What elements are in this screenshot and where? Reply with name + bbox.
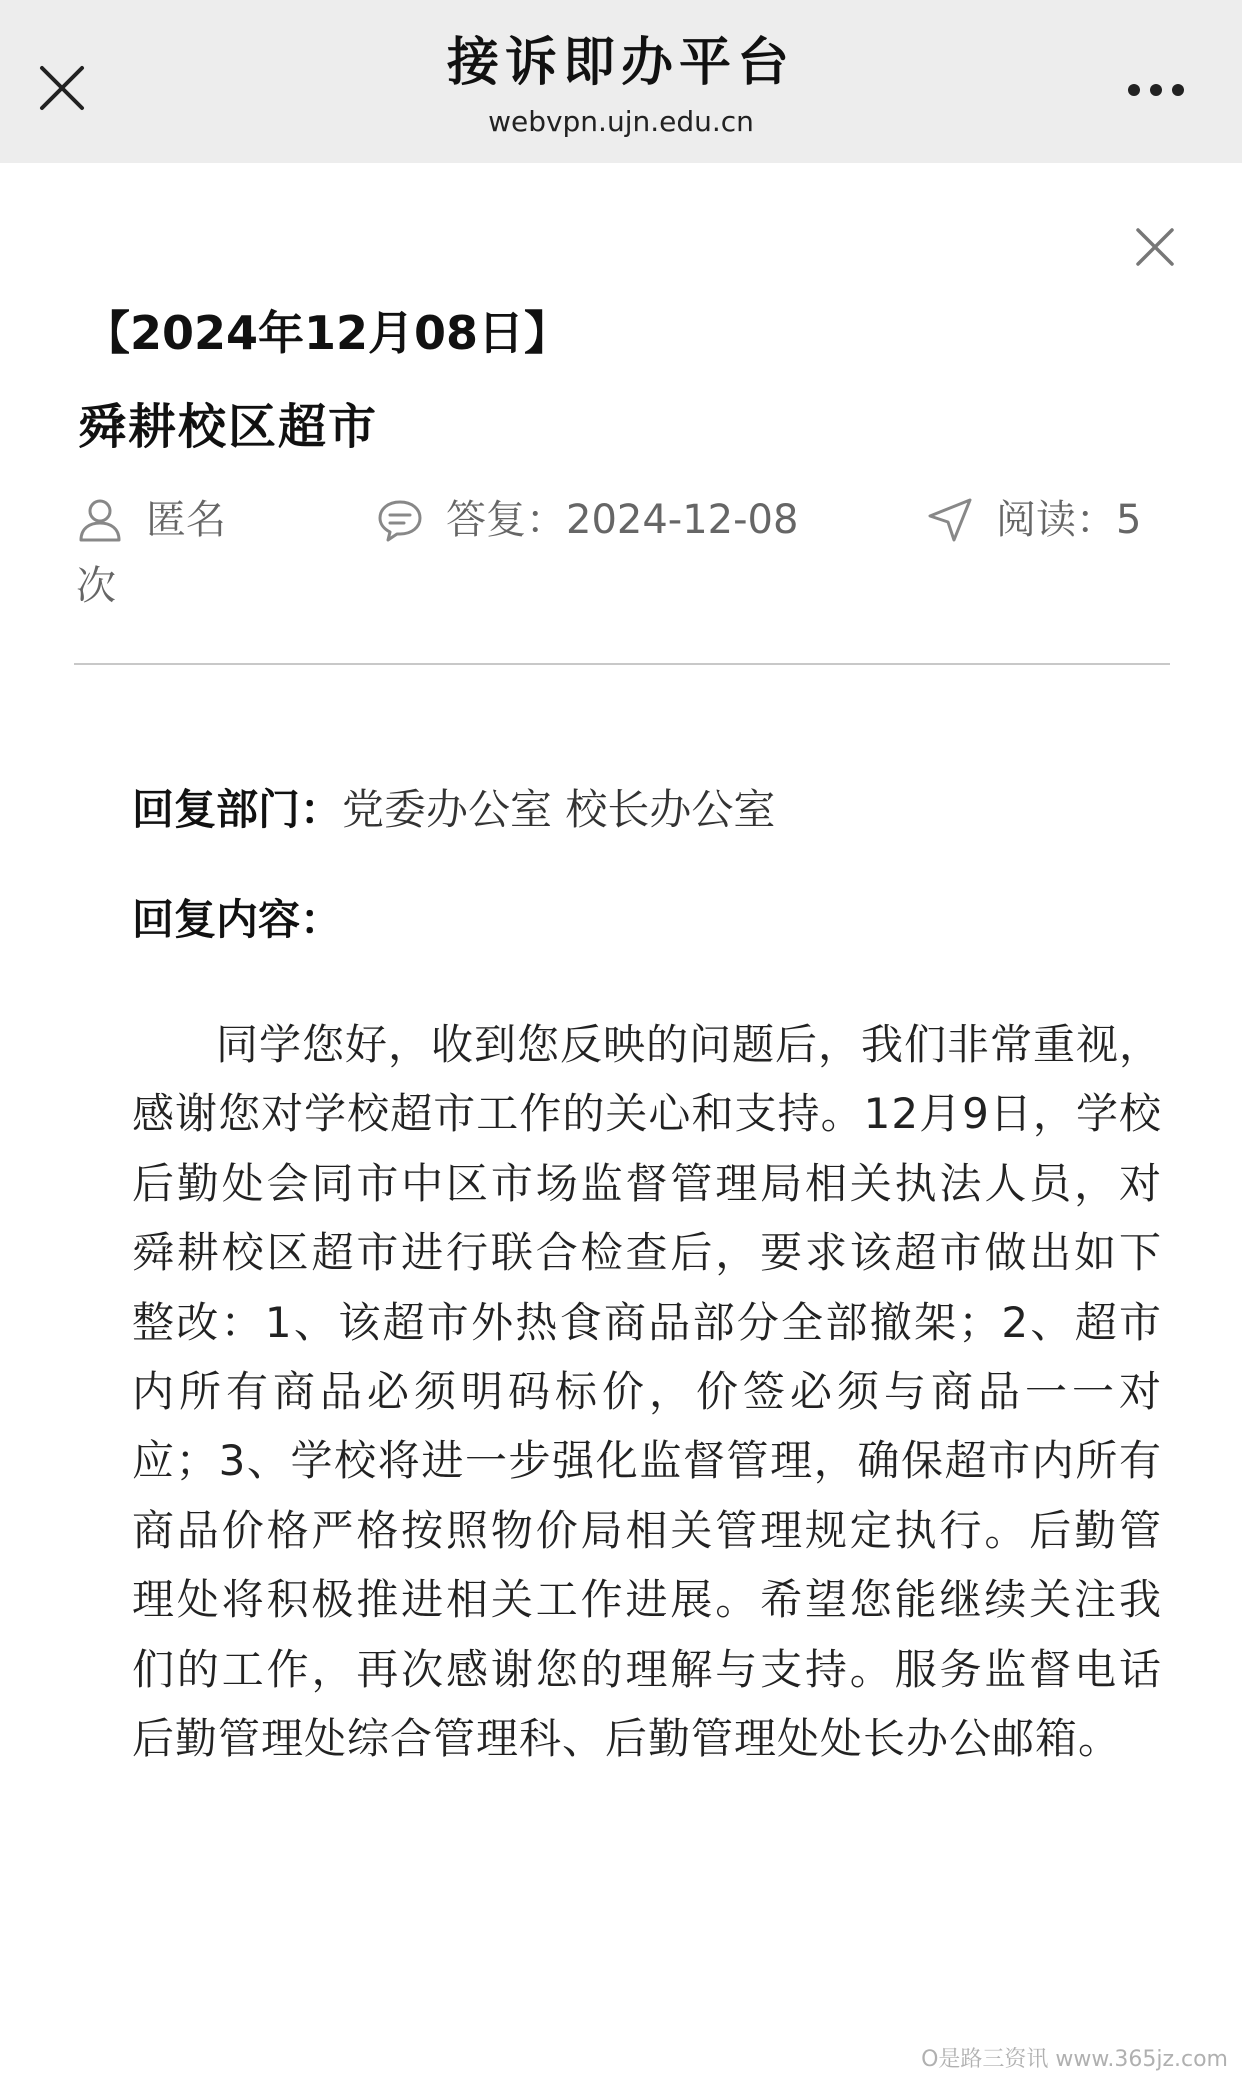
divider	[74, 663, 1170, 665]
reply-content	[132, 1010, 1162, 1773]
watermark: O是路三资讯 www.365jz.com	[921, 2047, 1228, 2072]
meta-row	[76, 488, 1176, 618]
department-value: 党委办公室 校长办公室	[342, 785, 776, 834]
navigation-arrow-icon	[926, 496, 974, 544]
top-navigation-bar	[0, 0, 1242, 163]
meta-read-count	[926, 488, 1141, 552]
page-url: webvpn.ujn.edu.cn	[488, 105, 754, 138]
chat-bubble-icon	[376, 496, 424, 544]
department-label: 回复部门：	[132, 785, 343, 834]
content-close-icon[interactable]	[1134, 226, 1176, 268]
reply-date: 答复：2024-12-08	[446, 497, 799, 543]
date-heading: 【2024年12月08日】	[84, 306, 571, 360]
user-icon	[76, 496, 124, 544]
read-count: 阅读：5	[996, 497, 1142, 543]
read-count-unit: 次	[76, 563, 116, 609]
meta-author	[76, 488, 226, 552]
reply-department	[132, 775, 775, 845]
article-title: 舜耕校区超市	[78, 399, 379, 455]
content-label: 回复内容：	[132, 895, 343, 944]
author-name: 匿名	[146, 497, 226, 543]
page-title: 接诉即办平台	[446, 33, 795, 93]
reply-paragraph: 同学您好，收到您反映的问题后，我们非常重视，感谢您对学校超市工作的关心和支持。12月9日，学校后勤处会同市中区市场监督管理局相关执法人员，对舜耕校区超市进行联合检查后，要求该超市做出如下整改：1、该超市外热食商品部分全部撤架；2、超市内所有商品必须明码标价，价签必须与商品一一对应；3、学校将进一步强化监督管理，确保超市内所有商品价格严格按照物价局相关管理规定执行。后勤管理处将积极推进相关工作进展。希望您能继续关注我们的工作，再次感谢您的理解与支持。服务监督电话后勤管理处综合管理科、后勤管理处处长办公邮箱。	[132, 1020, 1163, 1764]
meta-reply-date	[376, 488, 798, 552]
nav-title-group	[0, 30, 1242, 142]
more-icon[interactable]	[1126, 80, 1186, 100]
